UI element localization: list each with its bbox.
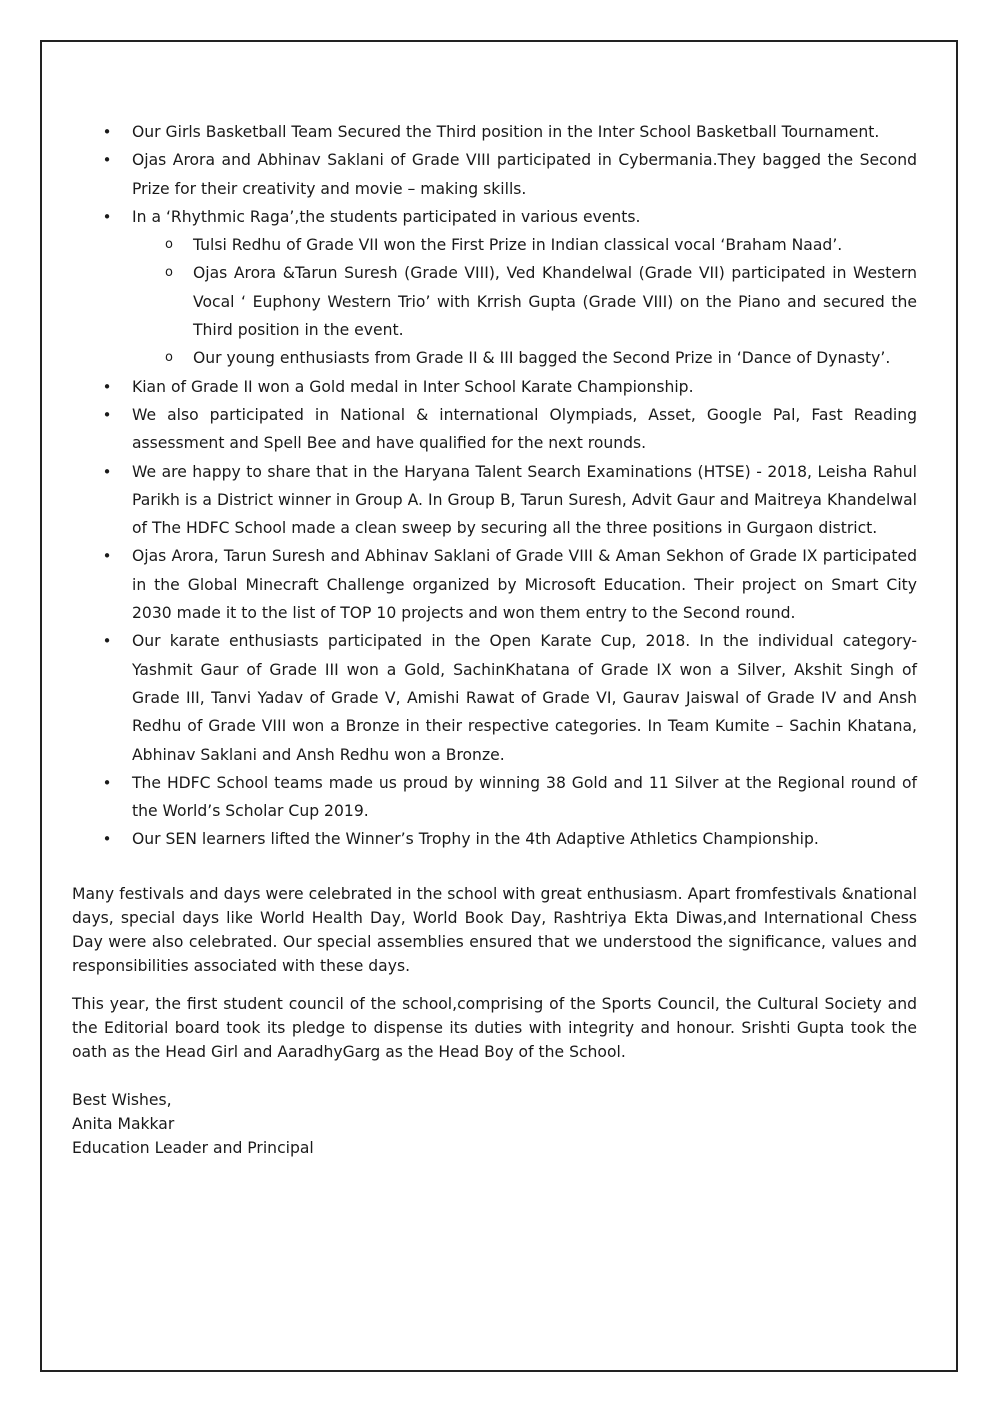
bullet-icon: •	[102, 462, 112, 481]
sub-list-item-text: Ojas Arora &Tarun Suresh (Grade VIII), Ved Khandelwal (Grade VII) participated in Western Vocal ‘ Euphony Western Trio’ with Krrish Gupta (Grade VIII) on the Piano and secured the Third position in the event.	[193, 264, 917, 340]
bullet-icon: •	[102, 123, 112, 141]
bullet-icon: •	[102, 151, 112, 170]
list-item-text: Our SEN learners lifted the Winner’s Trophy in the 4th Adaptive Athletics Championship.	[132, 830, 819, 849]
list-item	[72, 118, 917, 146]
bullet-icon: •	[102, 632, 112, 651]
list-item	[72, 373, 917, 401]
sub-bullet-icon: o	[165, 265, 173, 281]
list-item	[72, 146, 917, 203]
student-council-paragraph: This year, the first student council of the school,comprising of the Sports Council, the Cultural Society and the Editorial board took its pledge to dispense its duties with integrity and honour. Srishti Gupta took the oath as the Head Girl and AaradhyGarg as the Head Boy of the School.	[72, 994, 917, 1061]
bullet-icon: •	[102, 405, 112, 424]
list-item	[72, 458, 917, 543]
sub-list-item-text: Our young enthusiasts from Grade II & III bagged the Second Prize in ‘Dance of Dynasty’.	[193, 349, 891, 368]
signoff	[72, 1088, 917, 1160]
list-item-text: We also participated in National & international Olympiads, Asset, Google Pal, Fast Reading assessment and Spell Bee and have qualified for the next rounds.	[132, 405, 917, 453]
bullet-icon: •	[102, 547, 112, 566]
list-item	[72, 203, 917, 373]
list-item-text: Our karate enthusiasts participated in the Open Karate Cup, 2018. In the individual category- Yashmit Gaur of Grade III won a Gold, SachinKhatana of Grade IX won a Silver, Akshit Singh of Grade III, Tanvi Yadav of Grade V, Amishi Rawat of Grade VI, Gaurav Jaiswal of Grade IV and Ansh Redhu of Grade VIII won a Bronze in their respective categories. In Team Kumite – Sachin Khatana, Abhinav Saklani and Ansh Redhu won a Bronze.	[132, 632, 917, 764]
achievements-list	[72, 118, 917, 854]
list-item	[72, 769, 917, 826]
closing-line: Best Wishes,	[72, 1090, 172, 1109]
list-item	[72, 627, 917, 768]
signatory-title: Education Leader and Principal	[72, 1138, 314, 1157]
bullet-icon: •	[102, 377, 112, 396]
sub-bullet-icon: o	[165, 237, 173, 253]
bullet-icon: •	[102, 773, 112, 792]
sub-bullet-icon: o	[165, 350, 173, 366]
bullet-icon: •	[102, 207, 112, 226]
list-item-text: Our Girls Basketball Team Secured the Third position in the Inter School Basketball Tournament.	[132, 123, 880, 141]
sub-list-item	[132, 259, 917, 344]
list-item	[72, 825, 917, 853]
signatory-name: Anita Makkar	[72, 1114, 175, 1133]
list-item-text: Ojas Arora and Abhinav Saklani of Grade VIII participated in Cybermania.They bagged the Second Prize for their creativity and movie – making skills.	[132, 151, 917, 198]
list-item	[72, 542, 917, 627]
festivals-paragraph: Many festivals and days were celebrated in the school with great enthusiasm. Apart fromfestivals &national days, special days like World Health Day, World Book Day, Rashtriya Ekta Diwas,and International Chess Day were also celebrated. Our special assemblies ensured that we understood the significance, values and responsibilities associated with these days.	[72, 884, 917, 975]
list-item	[72, 401, 917, 458]
list-item-text: In a ‘Rhythmic Raga’,the students participated in various events.	[132, 207, 641, 226]
list-item-text: Kian of Grade II won a Gold medal in Inter School Karate Championship.	[132, 377, 694, 396]
list-item-text: Ojas Arora, Tarun Suresh and Abhinav Saklani of Grade VIII & Aman Sekhon of Grade IX participated in the Global Minecraft Challenge organized by Microsoft Education. Their project on Smart City 2030 made it to the list of TOP 10 projects and won them entry to the Second round.	[132, 547, 917, 623]
list-item-text: We are happy to share that in the Haryana Talent Search Examinations (HTSE) - 2018, Leisha Rahul Parikh is a District winner in Group A. In Group B, Tarun Suresh, Advit Gaur and Maitreya Khandelwal of The HDFC School made a clean sweep by securing all the three positions in Gurgaon district.	[132, 462, 917, 538]
sub-list-item	[132, 344, 917, 372]
sub-list-item-text: Tulsi Redhu of Grade VII won the First Prize in Indian classical vocal ‘Braham Naad’.	[193, 236, 843, 255]
letter-body	[72, 118, 917, 1160]
sub-list-item	[132, 231, 917, 259]
sub-list	[132, 231, 917, 372]
list-item-text: The HDFC School teams made us proud by winning 38 Gold and 11 Silver at the Regional round of the World’s Scholar Cup 2019.	[132, 773, 917, 821]
bullet-icon: •	[102, 830, 112, 849]
